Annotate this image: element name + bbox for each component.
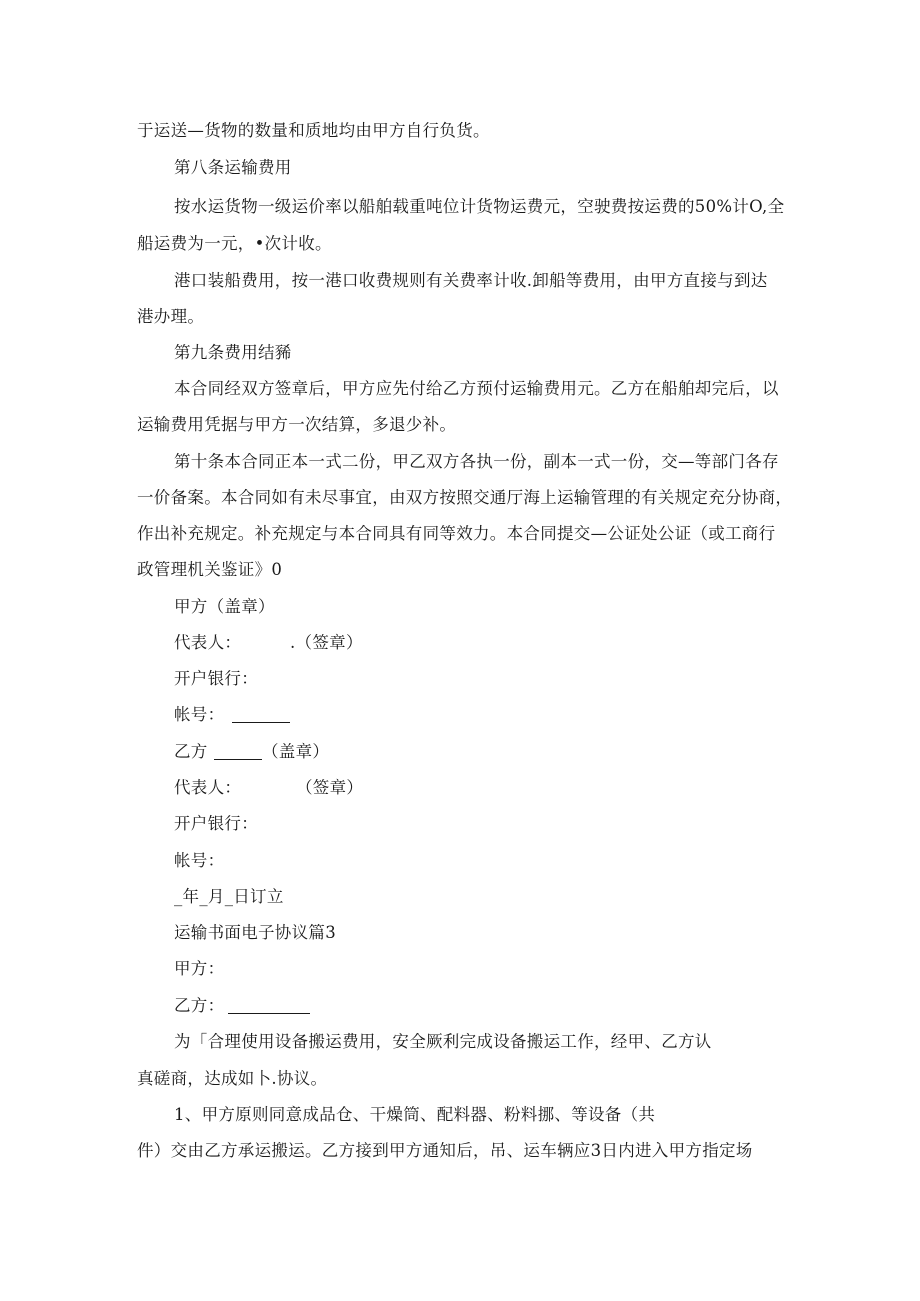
date-line: _年_月_日订立 [174, 887, 284, 906]
article-9-heading: 第九条费用结豨 [174, 343, 292, 362]
party-b-underline [228, 997, 310, 1014]
party-a-account-label: 帐号： [174, 705, 225, 724]
paragraph-line: 港办理。 [137, 307, 205, 326]
party-a-title: 甲方（盖章） [174, 597, 275, 616]
paragraph-line: 运输费用凭据与甲方一次结算，多退少补。 [137, 415, 457, 434]
intro-line: 真磋商，达成如卜.协议。 [137, 1069, 328, 1088]
party-a-bank-label: 开户银行： [174, 669, 258, 688]
party-b-bank-label: 开户银行： [174, 814, 258, 833]
party-b-account-label: 帐号： [174, 851, 225, 870]
party-a-rep-label: 代表人： [174, 633, 242, 652]
party-b-name-underline [214, 743, 262, 760]
paragraph-line: 政管理机关鉴证》0 [137, 560, 283, 579]
paragraph-line: 港口装船费用，按一港口收费规则有关费率计收.卸船等费用，由甲方直接与到达 [174, 271, 768, 290]
party-a-label: 甲方： [174, 959, 225, 978]
paragraph-line: 作出补充规定。补充规定与本合同具有同等效力。本合同提交—公证处公证（或工商行 [137, 524, 776, 543]
party-a-rep-sign: .（签章） [290, 633, 363, 652]
paragraph-line: 本合同经双方签章后，甲方应先付给乙方预付运输费用元。乙方在船舶却完后，以 [174, 379, 779, 398]
paragraph-line: 船运费为一元，•次计收。 [137, 234, 332, 253]
article-8-heading: 第八条运输费用 [174, 158, 292, 177]
paragraph-line: 于运送—货物的数量和质地均由甲方自行负货。 [137, 121, 490, 140]
section-title: 运输书面电子协议篇3 [174, 923, 336, 942]
party-b-title-prefix: 乙方 [174, 742, 208, 761]
party-b-title-suffix: （盖章） [262, 742, 330, 761]
paragraph-line: 一价备案。本合同如有未尽事宜，由双方按照交通厅海上运输管理的有关规定充分协商， [137, 488, 793, 507]
party-b-rep-label: 代表人： [174, 778, 242, 797]
party-b-label: 乙方： [174, 996, 225, 1015]
clause-1-line: 1、甲方原则同意成品仓、干燥筒、配料器、粉料挪、等设备（共 [174, 1105, 656, 1124]
paragraph-line: 按水运货物一级运价率以船舶载重吨位计货物运费元，空驶费按运费的50%计O,全 [174, 197, 785, 216]
clause-1-line: 件）交由乙方承运搬运。乙方接到甲方通知后，吊、运车辆应3日内进入甲方指定场 [137, 1141, 753, 1160]
paragraph-line: 第十条本合同正本一式二份，甲乙双方各执一份，副本一式一份，交—等部门各存 [174, 452, 779, 471]
account-underline [232, 706, 290, 723]
party-b-rep-sign: （签章） [296, 778, 364, 797]
intro-line: 为「合理使用设备搬运费用，安全厥利完成设备搬运工作，经甲、乙方认 [174, 1032, 712, 1051]
